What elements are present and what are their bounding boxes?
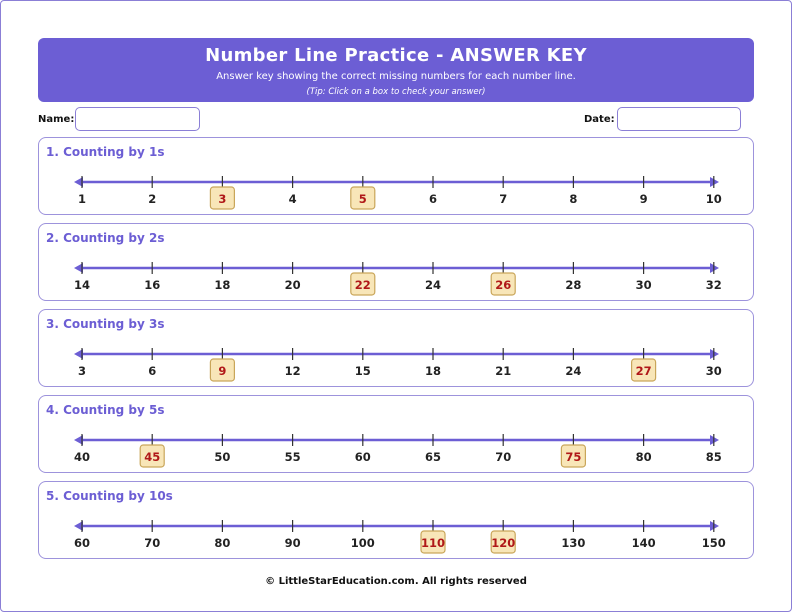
section-title: 5. Counting by 10s — [46, 489, 173, 503]
number-label: 70 — [495, 450, 512, 464]
date-label: Date: — [584, 114, 615, 125]
number-label: 24 — [424, 278, 442, 292]
number-label: 18 — [424, 364, 442, 378]
page-title: Number Line Practice - ANSWER KEY — [205, 45, 587, 66]
number-label: 90 — [284, 536, 301, 550]
number-label: 24 — [565, 364, 582, 378]
date-field[interactable] — [617, 107, 741, 131]
number-label: 30 — [705, 364, 722, 378]
answer-number[interactable]: 110 — [420, 536, 446, 550]
number-line-svg — [39, 224, 755, 302]
number-label: 15 — [354, 364, 371, 378]
number-line-svg — [39, 138, 755, 216]
answer-number[interactable]: 120 — [491, 536, 516, 550]
right-arrow-icon — [710, 349, 719, 359]
number-label: 20 — [284, 278, 301, 292]
number-label: 8 — [569, 192, 578, 206]
number-line-svg — [39, 310, 755, 388]
number-line-svg — [39, 482, 755, 560]
number-label: 80 — [214, 536, 231, 550]
number-line-section-2 — [38, 223, 754, 301]
section-title: 3. Counting by 3s — [46, 317, 165, 331]
right-arrow-icon — [710, 435, 719, 445]
section-title: 1. Counting by 1s — [46, 145, 165, 159]
number-line-section-4 — [38, 395, 754, 473]
number-label: 6 — [428, 192, 438, 206]
answer-number[interactable]: 22 — [354, 278, 371, 292]
number-label: 55 — [284, 450, 301, 464]
page-subtitle: Answer key showing the correct missing numbers for each number line. — [216, 71, 576, 82]
answer-number[interactable]: 3 — [218, 192, 227, 206]
header-banner — [38, 38, 754, 102]
number-label: 21 — [495, 364, 512, 378]
answer-number[interactable]: 5 — [358, 192, 367, 206]
number-label: 70 — [144, 536, 161, 550]
number-label: 50 — [214, 450, 231, 464]
number-label: 140 — [631, 536, 656, 550]
name-field[interactable] — [75, 107, 200, 131]
number-label: 85 — [705, 450, 722, 464]
number-line-section-1 — [38, 137, 754, 215]
number-label: 6 — [148, 364, 157, 378]
number-label: 2 — [148, 192, 157, 206]
number-label: 9 — [639, 192, 648, 206]
number-line-section-5 — [38, 481, 754, 559]
number-label: 16 — [144, 278, 161, 292]
number-line-section-3 — [38, 309, 754, 387]
answer-number[interactable]: 27 — [635, 364, 652, 378]
number-label: 12 — [284, 364, 301, 378]
right-arrow-icon — [710, 521, 719, 531]
right-arrow-icon — [710, 177, 719, 187]
tip-text: (Tip: Click on a box to check your answer) — [306, 87, 486, 97]
number-label: 7 — [499, 192, 508, 206]
number-label: 32 — [705, 278, 722, 292]
number-label: 80 — [635, 450, 652, 464]
number-label: 10 — [705, 192, 722, 206]
number-label: 130 — [561, 536, 586, 550]
section-title: 4. Counting by 5s — [46, 403, 165, 417]
right-arrow-icon — [710, 263, 719, 273]
number-label: 100 — [350, 536, 375, 550]
number-line-svg — [39, 396, 755, 474]
section-title: 2. Counting by 2s — [46, 231, 165, 245]
number-label: 65 — [424, 450, 442, 464]
number-label: 60 — [354, 450, 371, 464]
number-label: 28 — [565, 278, 582, 292]
answer-number[interactable]: 75 — [565, 450, 582, 464]
number-label: 60 — [73, 536, 91, 550]
number-label: 4 — [288, 192, 297, 206]
number-label: 1 — [77, 192, 87, 206]
footer-copyright: © LittleStarEducation.com. All rights reserved — [265, 576, 527, 587]
number-label: 3 — [77, 364, 87, 378]
number-label: 30 — [635, 278, 652, 292]
number-label: 14 — [73, 278, 91, 292]
number-label: 18 — [214, 278, 231, 292]
answer-number[interactable]: 9 — [218, 364, 227, 378]
answer-number[interactable]: 26 — [495, 278, 512, 292]
name-label: Name: — [38, 114, 75, 125]
answer-number[interactable]: 45 — [144, 450, 161, 464]
number-label: 150 — [701, 536, 726, 550]
number-label: 40 — [73, 450, 91, 464]
